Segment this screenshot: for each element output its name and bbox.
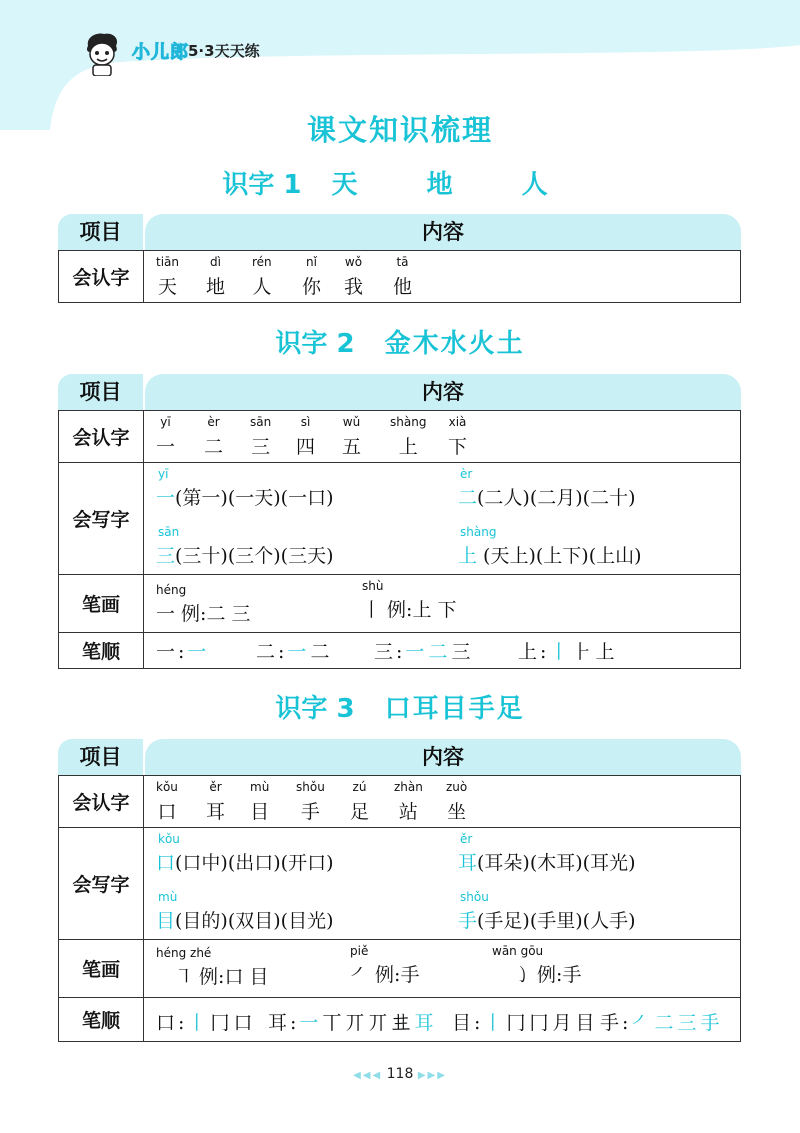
stroke-example: piě ㇒ 例:手: [350, 944, 420, 986]
right-arrows-icon: ▶▶▶: [417, 1070, 447, 1081]
stroke-order: 一 : 一: [156, 641, 207, 663]
stroke-example: héng zhé ㇕ 例:口 目: [156, 946, 269, 988]
section-2-number: 识字 2: [275, 329, 355, 359]
row-label: 会认字: [59, 411, 144, 462]
table-row: [59, 632, 740, 668]
page-number-bar: [0, 1066, 800, 1082]
stroke-example: héng 一 例:二 三: [156, 583, 251, 625]
page-number: 118: [386, 1066, 414, 1082]
section-3-number: 识字 3: [275, 694, 355, 724]
row-label: 笔顺: [59, 633, 144, 668]
page-title: 课文知识梳理: [306, 113, 493, 147]
stroke-order: 耳 : 一 丅 丌 丌 𠀎 耳: [268, 1012, 434, 1034]
table-row: [59, 827, 740, 939]
write-char-entry: èr 二(二人)(二月)(二十): [458, 467, 636, 509]
pinyin-char: nǐ 你: [302, 255, 322, 298]
header-item: 项目: [58, 739, 143, 775]
stroke-order: 口 : 丨 冂 口: [156, 1012, 253, 1034]
pinyin-char: zuò 坐: [446, 780, 468, 823]
pinyin-char: wǔ 五: [342, 415, 362, 458]
table-row: [59, 775, 740, 827]
pinyin-char: shàng 上: [390, 415, 427, 458]
section-3-lesson-name: 口耳目手足: [384, 694, 525, 724]
stroke-order: 上 : 丨 ⺊ 上: [518, 641, 615, 663]
row-label: 笔画: [59, 575, 144, 632]
table-row: [59, 250, 740, 302]
section-3-title: [0, 688, 800, 725]
row-label: 会写字: [59, 828, 144, 939]
pinyin-char: wǒ 我: [344, 255, 364, 298]
pinyin-char: sān 三: [250, 415, 272, 458]
row-label: 会认字: [59, 251, 144, 302]
write-char-entry: ěr 耳(耳朵)(木耳)(耳光): [458, 832, 636, 874]
row-label: 笔顺: [59, 998, 144, 1041]
stroke-order: 手 : ㇒ 二 三 手: [600, 1012, 720, 1034]
header-item: 项目: [58, 214, 143, 250]
brand-logo-text: 小儿郎: [132, 42, 189, 63]
table-row: [59, 574, 740, 632]
pinyin-char: rén 人: [252, 255, 272, 298]
write-char-entry: shǒu 手(手足)(手里)(人手): [458, 890, 636, 932]
table-header: [58, 739, 741, 775]
pinyin-char: zhàn 站: [394, 780, 423, 823]
pinyin-char: kǒu 口: [156, 780, 178, 823]
row-label: 会认字: [59, 776, 144, 827]
section-1-lesson-name: 天 地 人: [331, 170, 578, 200]
stroke-example: shù 丨 例:上 下: [362, 579, 457, 621]
section-2-title: [0, 323, 800, 360]
header-content: 内容: [145, 214, 741, 250]
pinyin-char: yī 一: [156, 415, 176, 458]
stroke-order: 二 : 一 二: [256, 641, 330, 663]
pinyin-char: èr 二: [204, 415, 224, 458]
pinyin-char: zú 足: [350, 780, 370, 823]
section-1-number: 识字 1: [222, 170, 302, 200]
table-row: [59, 410, 740, 462]
pinyin-char: tiān 天: [156, 255, 179, 298]
pinyin-char: xià 下: [448, 415, 468, 458]
table-header: [58, 374, 741, 410]
row-label: 笔画: [59, 940, 144, 997]
section-1-title: [0, 164, 800, 201]
table-row: [59, 462, 740, 574]
series-title: 5·3天天练: [188, 42, 260, 60]
pinyin-char: shǒu 手: [296, 780, 325, 823]
left-arrows-icon: ◀◀◀: [353, 1070, 383, 1081]
table-row: [59, 939, 740, 997]
write-char-entry: sān 三(三十)(三个)(三天): [156, 525, 334, 567]
mascot-boy-icon: [84, 32, 120, 76]
header-item: 项目: [58, 374, 143, 410]
table-row: [59, 997, 740, 1041]
table-header: [58, 214, 741, 250]
section-1-table: [58, 214, 741, 303]
stroke-order: 目 : 丨 冂 冂 月 目: [452, 1012, 595, 1034]
header-content: 内容: [145, 374, 741, 410]
pinyin-char: dì 地: [206, 255, 226, 298]
write-char-entry: kǒu 口(口中)(出口)(开口): [156, 832, 334, 874]
header-content: 内容: [145, 739, 741, 775]
pinyin-char: mù 目: [250, 780, 270, 823]
pinyin-char: sì 四: [296, 415, 316, 458]
write-char-entry: shàng 上 (天上)(上下)(上山): [458, 525, 642, 567]
write-char-entry: mù 目(目的)(双目)(目光): [156, 890, 334, 932]
stroke-example: wān gōu ㇁ 例:手: [492, 944, 582, 986]
pinyin-char: ěr 耳: [206, 780, 226, 823]
section-2-table: [58, 374, 741, 669]
stroke-order: 三 : 一 二 三: [374, 641, 471, 663]
write-char-entry: yī 一(第一)(一天)(一口): [156, 467, 334, 509]
section-3-table: [58, 739, 741, 1042]
section-2-lesson-name: 金木水火土: [384, 329, 525, 359]
pinyin-char: tā 他: [393, 255, 413, 298]
row-label: 会写字: [59, 463, 144, 574]
